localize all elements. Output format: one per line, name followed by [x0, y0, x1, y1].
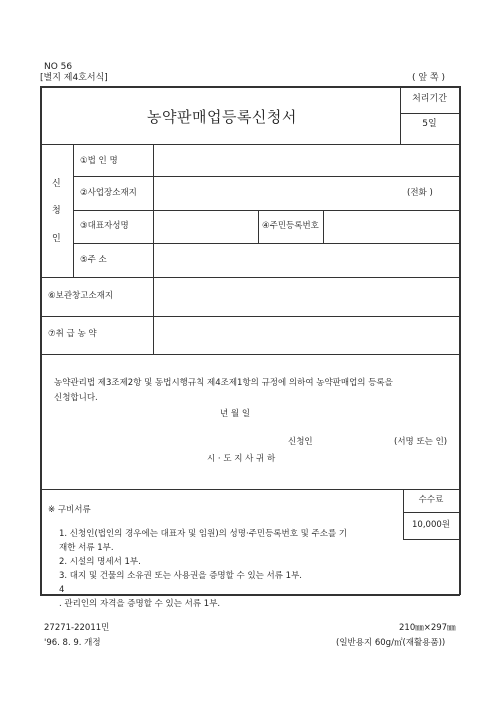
- document-item-2: 2. 시설의 명세서 1부.: [59, 557, 141, 567]
- pesticides-label: ⑦취 급 농 약: [48, 329, 97, 339]
- revision-date: '96. 8. 9. 개정: [44, 638, 101, 648]
- document-item-1-cont: 재한 서류 1부.: [59, 543, 114, 553]
- applicant-group-label-3: 인: [52, 234, 61, 244]
- processing-period-label: 처리기간: [412, 94, 447, 104]
- processing-period-value: 5일: [422, 119, 437, 129]
- document-item-3: 3. 대지 및 건물의 소유권 또는 사용권을 증명할 수 있는 서류 1부.: [59, 571, 303, 581]
- statement-line-2: 신청합니다.: [54, 393, 98, 403]
- document-item-5: . 관리인의 자격을 증명할 수 있는 서류 1부.: [59, 599, 221, 609]
- form-title: 농약판매업등록신청서: [147, 108, 297, 126]
- resident-number-label: ④주민등록번호: [262, 221, 319, 231]
- statement-line-1: 농약관리법 제3조제2항 및 동법시행규칙 제4조제1항의 규정에 의하여 농약판매업의 등록을: [54, 378, 393, 388]
- fee-label: 수수료: [418, 495, 444, 505]
- representative-name-label: ③대표자성명: [80, 221, 129, 231]
- paper-type: (일반용지 60g/㎡(재활용품)): [336, 638, 446, 648]
- applicant-group-label-1: 신: [52, 179, 61, 189]
- document-item-4: 4: [59, 585, 65, 595]
- form-number: NO 56: [44, 62, 73, 72]
- paper-size: 210㎜×297㎜: [399, 623, 456, 633]
- phone-label: (전화 ): [407, 188, 433, 198]
- required-documents-title: ※ 구비서류: [48, 505, 91, 515]
- office-location-label: ②사업장소재지: [80, 188, 137, 198]
- corp-name-label: ①법 인 명: [80, 156, 118, 166]
- date-line: 년 월 일: [220, 409, 251, 419]
- page-side-label: ( 앞 쪽 ): [412, 73, 445, 83]
- fee-value: 10,000원: [412, 520, 450, 530]
- form-code: 27271-22011민: [44, 623, 110, 633]
- signature-label: (서명 또는 인): [394, 437, 448, 447]
- applicant-group-label-2: 청: [52, 206, 61, 216]
- recipient-label: 시 · 도 지 사 귀 하: [207, 454, 276, 464]
- applicant-label: 신청인: [288, 437, 313, 447]
- form-type-label: [별지 제4호서식]: [40, 73, 108, 83]
- address-label: ⑤주 소: [80, 255, 107, 265]
- document-item-1: 1. 신청인(법인의 경우에는 대표자 및 임원)의 성명·주민등록번호 및 주소를 기: [59, 529, 348, 539]
- storage-location-label: ⑥보관창고소재지: [48, 291, 114, 301]
